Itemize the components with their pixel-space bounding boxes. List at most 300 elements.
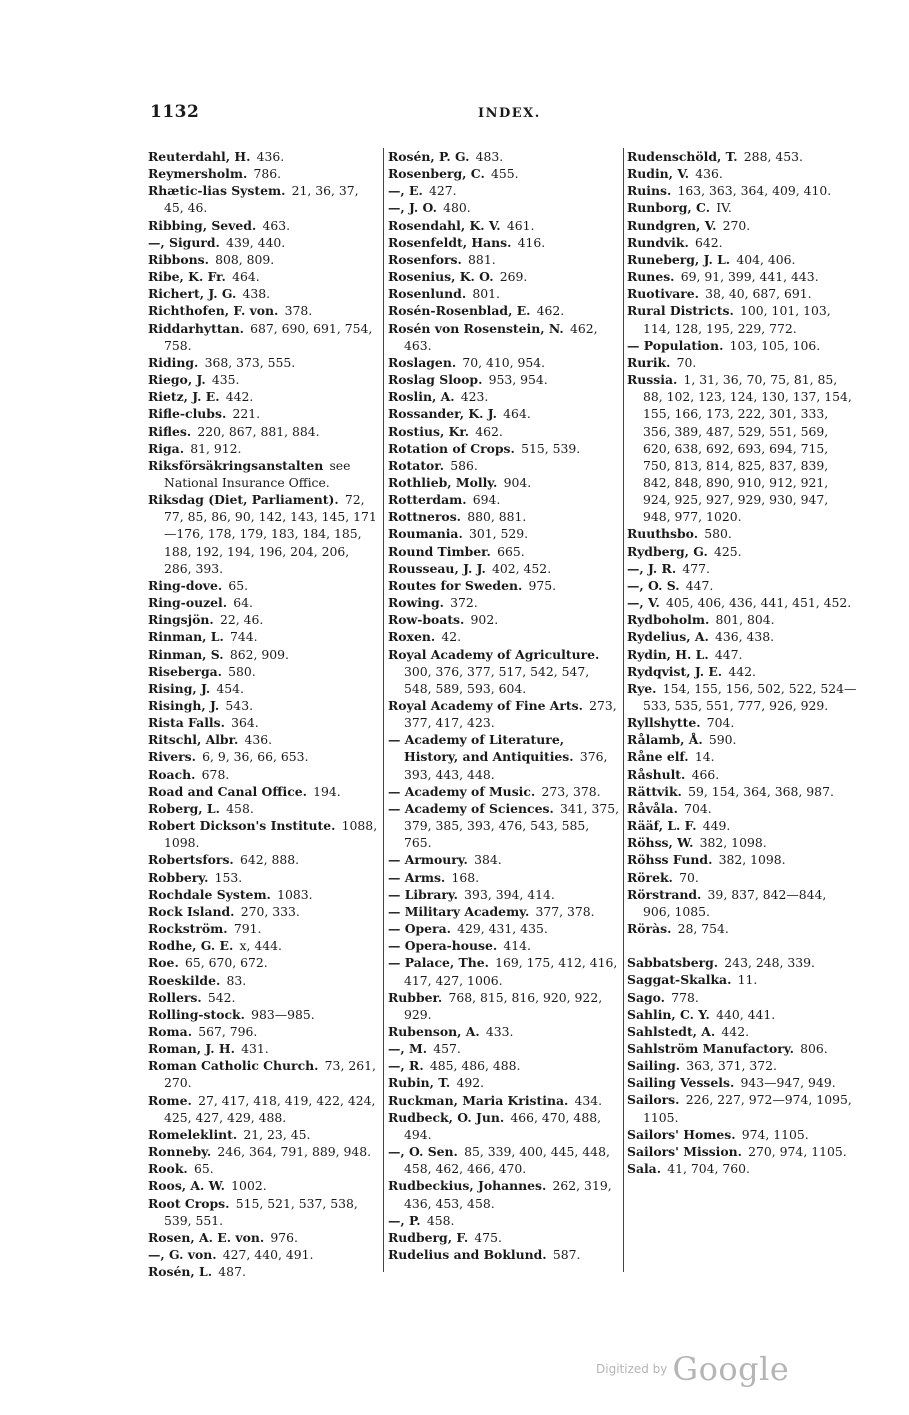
index-page-refs: 475. — [474, 1229, 502, 1245]
index-entry — [148, 1092, 378, 1126]
index-page-refs: 447. — [714, 646, 743, 662]
index-entry — [388, 148, 620, 165]
index-page-refs: 580. — [704, 526, 732, 542]
index-entry — [388, 800, 620, 851]
index-page-refs: 6, 9, 36, 66, 653. — [202, 749, 309, 765]
index-entry — [388, 508, 620, 525]
index-entry — [627, 560, 857, 577]
index-heading: Rubin, T. — [388, 1075, 451, 1091]
index-entry — [148, 937, 378, 954]
index-page-refs: 808, 809. — [215, 251, 275, 267]
index-heading: Ruins. — [627, 183, 672, 199]
index-heading: Routes for Sweden. — [388, 577, 523, 593]
index-page-refs: 466, 470, 488, 494. — [404, 1109, 602, 1142]
index-entry — [148, 972, 378, 989]
index-entry — [148, 217, 378, 234]
index-page-refs: 458. — [226, 800, 254, 816]
index-heading: Reuterdahl, H. — [148, 149, 251, 164]
index-entry — [148, 851, 378, 868]
index-heading: Rosén-Rosenblad, E. — [388, 303, 531, 319]
index-entry — [148, 577, 378, 594]
index-page-refs: 402, 452. — [492, 560, 552, 576]
index-page-refs: 436. — [256, 149, 285, 164]
index-heading: Råne elf. — [627, 749, 689, 765]
index-entry — [388, 543, 620, 560]
index-page-refs: 378. — [284, 303, 313, 319]
index-heading: Rörstrand. — [627, 886, 702, 902]
index-entry — [627, 646, 857, 663]
index-entry — [388, 783, 620, 800]
index-entry — [148, 680, 378, 697]
index-page-refs: 65. — [193, 1161, 214, 1177]
index-page-refs: 801, 804. — [715, 612, 775, 628]
index-page-refs: 480. — [443, 200, 471, 216]
index-entry — [627, 851, 857, 868]
index-entry — [148, 989, 378, 1006]
index-entry — [148, 1229, 378, 1246]
index-heading: Rotator. — [388, 457, 445, 473]
index-page-refs: 72, 77, 85, 86, 90, 142, 143, 145, 171—176, 178, 179, 183, 184, 185, 188, 192, 194, 196, 204, 206, 286, 393. — [164, 492, 377, 576]
index-heading: Rosenberg, C. — [388, 166, 485, 182]
index-heading: Rosenius, K. O. — [388, 269, 494, 285]
index-page-refs: 384. — [474, 852, 502, 868]
index-heading: Rook. — [148, 1161, 188, 1177]
index-entry — [627, 748, 857, 765]
index-page-refs: 64. — [233, 595, 253, 611]
index-heading: — Population. — [627, 337, 724, 353]
index-entry — [388, 199, 620, 216]
index-entry — [148, 1246, 378, 1263]
index-heading: Roeskilde. — [148, 972, 221, 988]
index-heading: Roslagen. — [388, 354, 457, 370]
index-entry — [388, 1057, 620, 1074]
index-entry — [148, 748, 378, 765]
index-entry — [148, 903, 378, 920]
index-entry — [388, 165, 620, 182]
index-heading: — Academy of Sciences. — [388, 800, 554, 816]
index-page-refs: 580. — [228, 663, 256, 679]
index-heading: Rudin, V. — [627, 166, 690, 182]
index-heading: Sahlstedt, A. — [627, 1023, 716, 1039]
index-page-refs: 455. — [490, 166, 519, 182]
index-entry — [388, 1229, 620, 1246]
index-entry — [388, 440, 620, 457]
index-entry — [148, 388, 378, 405]
index-heading: Ring-ouzel. — [148, 595, 228, 611]
index-heading: Rydberg, G. — [627, 543, 708, 559]
index-page-refs: 414. — [503, 938, 531, 954]
index-page-refs: 786. — [253, 166, 282, 182]
index-heading: Ryllshyttе. — [627, 715, 701, 731]
index-page-refs: 194. — [313, 783, 341, 799]
index-heading: Runeberg, J. L. — [627, 251, 731, 267]
index-entry — [388, 903, 620, 920]
index-entry — [388, 937, 620, 954]
index-heading: Riksdag (Diet, Parliament). — [148, 492, 339, 508]
index-entry — [388, 1246, 620, 1263]
index-heading: Saggat-Skalka. — [627, 972, 732, 988]
index-page-refs: IV. — [716, 200, 732, 216]
index-page-refs: 436. — [695, 166, 723, 182]
index-heading: Rääf, L. F. — [627, 818, 697, 834]
index-page-refs: 464. — [503, 406, 531, 422]
index-heading: Riego, J. — [148, 372, 206, 388]
index-page-refs: 1, 31, 36, 70, 75, 81, 85, 88, 102, 123, 124, 130, 137, 154, 155, 166, 173, 222, 301, 333, 356, 389, 487, 529, 551, 569, 620, 638, 692, 693, 694, 715, 750, 813, 814, 825, 837, 839, 842, 848, 890, 910, 912, 921, 924, 925, 927, 929, 930, 947, 948, 977, 1020. — [643, 372, 852, 525]
index-page-refs: 586. — [450, 457, 478, 473]
index-entry — [148, 354, 378, 371]
index-page-refs: see National Insurance Office. — [164, 457, 351, 490]
index-page-refs: 103, 105, 106. — [729, 337, 821, 353]
index-entry — [388, 1092, 620, 1109]
index-page-refs: 27, 417, 418, 419, 422, 424, 425, 427, 429, 488. — [164, 1092, 376, 1125]
index-page-refs: 880, 881. — [467, 509, 527, 525]
index-page-refs: 427, 440, 491. — [222, 1247, 314, 1262]
index-page-refs: 943—947, 949. — [740, 1075, 836, 1091]
index-heading: —, J. R. — [627, 560, 677, 576]
index-heading: Ronneby. — [148, 1144, 212, 1160]
index-entry — [148, 1006, 378, 1023]
index-entry — [627, 525, 857, 542]
index-page-refs: 462. — [475, 423, 503, 439]
index-page-refs: 243, 248, 339. — [724, 955, 815, 971]
index-entry — [148, 1263, 378, 1280]
index-heading: —, G. von. — [148, 1247, 217, 1262]
index-page-refs: 904. — [503, 474, 532, 490]
index-entry — [148, 920, 378, 937]
index-entry — [148, 1143, 378, 1160]
index-heading: Råshult. — [627, 766, 686, 782]
index-page-refs: 81, 912. — [190, 440, 242, 456]
index-entry — [148, 457, 378, 491]
index-page-refs: 974, 1105. — [741, 1126, 809, 1142]
index-page-refs: 492. — [456, 1075, 485, 1091]
index-entry — [627, 834, 857, 851]
index-heading: Roman Catholic Church. — [148, 1058, 319, 1074]
index-heading: Roslag Sloop. — [388, 372, 483, 388]
index-heading: Rinman, S. — [148, 646, 224, 662]
index-page-refs: 273, 378. — [541, 783, 601, 799]
index-page-refs: 364. — [231, 715, 259, 731]
index-heading: Riding. — [148, 354, 199, 370]
index-page-refs: 642, 888. — [239, 852, 300, 868]
index-entry — [388, 525, 620, 542]
index-entry — [148, 594, 378, 611]
index-heading: Rowing. — [388, 595, 444, 611]
index-page-refs: 704. — [706, 715, 735, 731]
index-entry — [388, 989, 620, 1023]
index-page-refs: 377, 378. — [535, 903, 595, 919]
index-entry — [148, 783, 378, 800]
index-page-refs: 425. — [713, 543, 742, 559]
digitized-by-google-watermark — [596, 1350, 789, 1388]
index-entry — [627, 869, 857, 886]
index-heading: Sailors' Mission. — [627, 1143, 742, 1159]
index-heading: Ruuthsbo. — [627, 526, 699, 542]
index-page-refs: 438. — [242, 286, 271, 302]
index-heading: Royal Academy of Fine Arts. — [388, 698, 583, 713]
index-heading: Rydqvist, J. E. — [627, 663, 723, 679]
index-heading: Ring-dove. — [148, 577, 223, 593]
index-entry — [627, 817, 857, 834]
index-page-refs: 85, 339, 400, 445, 448, 458, 462, 466, 470. — [404, 1144, 610, 1177]
index-entry — [148, 251, 378, 268]
index-page-refs: 38, 40, 687, 691. — [705, 286, 812, 302]
index-entry — [148, 371, 378, 388]
index-entry — [388, 560, 620, 577]
index-entry — [627, 1126, 857, 1143]
index-heading: Riga. — [148, 440, 185, 456]
index-entry — [627, 543, 857, 560]
index-page-refs: 567, 796. — [198, 1023, 258, 1039]
index-heading: Rydin, H. L. — [627, 646, 709, 662]
index-entry — [627, 783, 857, 800]
index-page-refs: 487. — [218, 1264, 246, 1280]
index-entry — [627, 886, 857, 920]
index-entry — [388, 268, 620, 285]
index-heading: — Arms. — [388, 869, 446, 885]
index-page-refs: 221. — [232, 406, 261, 422]
index-heading: Rålamb, Å. — [627, 732, 703, 748]
index-page-refs: 427. — [428, 183, 457, 199]
index-page-refs: 975. — [528, 577, 557, 593]
index-heading: Robertsfors. — [148, 852, 234, 868]
index-heading: Round Timber. — [388, 543, 491, 559]
index-page-refs: 976. — [270, 1229, 298, 1245]
index-heading: Rosén von Rosenstein, N. — [388, 320, 564, 336]
index-heading: Sailing Vessels. — [627, 1075, 735, 1091]
index-page-refs: 447. — [685, 577, 714, 593]
index-entry — [148, 954, 378, 971]
index-heading: Russia. — [627, 372, 678, 388]
index-heading: Rydelius, A. — [627, 629, 709, 645]
index-entry — [388, 697, 620, 731]
index-page-refs: 423. — [460, 389, 489, 405]
index-heading: —, P. — [388, 1212, 421, 1228]
index-entry — [388, 423, 620, 440]
index-entry — [627, 371, 857, 525]
index-heading: Rosenlund. — [388, 286, 467, 302]
index-page-refs: 70. — [676, 354, 697, 370]
index-heading: Riddarhyttan. — [148, 320, 244, 336]
index-entry — [148, 646, 378, 663]
index-entry — [148, 731, 378, 748]
index-heading: Sailors. — [627, 1092, 680, 1108]
index-page-refs: 442. — [728, 663, 756, 679]
index-entry — [627, 954, 857, 971]
running-head: INDEX. — [478, 106, 541, 121]
page-number: 1132 — [150, 102, 200, 122]
index-entry — [627, 611, 857, 628]
index-column-2 — [388, 148, 620, 1263]
index-entry — [388, 371, 620, 388]
index-heading: Sailing. — [627, 1058, 681, 1074]
index-page-refs: 1083. — [277, 886, 313, 902]
index-heading: — Opera. — [388, 921, 451, 937]
index-page-refs: 405, 406, 436, 441, 451, 452. — [665, 595, 852, 611]
index-entry — [388, 851, 620, 868]
index-page-refs: 270. — [722, 217, 751, 233]
index-entry — [148, 1126, 378, 1143]
index-page-refs: 153. — [214, 869, 243, 885]
index-page-refs: 587. — [552, 1247, 581, 1262]
index-entry — [148, 1177, 378, 1194]
index-entry — [627, 1074, 857, 1091]
index-page-refs: 83. — [226, 972, 247, 988]
google-logo: Google — [672, 1350, 790, 1388]
index-heading: Rosenfors. — [388, 251, 462, 267]
index-entry — [148, 302, 378, 319]
index-heading: Ribbing, Seved. — [148, 217, 257, 233]
index-entry — [388, 182, 620, 199]
index-heading: —, E. — [388, 183, 423, 199]
index-page-refs: 14. — [694, 749, 715, 765]
index-heading: Rock Island. — [148, 903, 235, 919]
index-entry — [388, 886, 620, 903]
index-page-refs: 461. — [506, 217, 535, 233]
index-heading: Röhss, W. — [627, 835, 694, 851]
index-heading: Rottneros. — [388, 509, 461, 525]
index-heading: Rudbeckius, Johannes. — [388, 1178, 547, 1194]
index-entry — [388, 1143, 620, 1177]
index-entry — [627, 268, 857, 285]
index-heading: Rhætic-lias System. — [148, 183, 286, 199]
index-heading: Roe. — [148, 955, 179, 971]
index-heading: Rosén, L. — [148, 1264, 213, 1280]
index-page-refs: 801. — [472, 286, 500, 302]
index-page-refs: 862, 909. — [229, 646, 289, 662]
index-heading: Row-boats. — [388, 612, 465, 628]
index-entry — [388, 217, 620, 234]
index-heading: Roos, A. W. — [148, 1178, 225, 1194]
index-heading: Rinman, L. — [148, 629, 224, 645]
index-page-refs: 778. — [671, 989, 699, 1005]
index-heading: Rome. — [148, 1092, 192, 1108]
index-entry — [148, 268, 378, 285]
index-page-refs: 458. — [426, 1212, 455, 1228]
index-page-refs: 434. — [574, 1092, 603, 1108]
index-page-refs: 436, 438. — [714, 629, 775, 645]
index-page-refs: 694. — [472, 492, 501, 508]
index-heading: Rosenfeldt, Hans. — [388, 234, 512, 250]
index-page-refs: 368, 373, 555. — [204, 354, 296, 370]
index-heading: Sahlström Manufactory. — [627, 1040, 794, 1056]
index-page-refs: 382, 1098. — [699, 835, 767, 851]
index-heading: —, O. Sen. — [388, 1144, 458, 1160]
index-heading: Sabbatsberg. — [627, 955, 719, 971]
index-entry — [388, 954, 620, 988]
index-entry — [148, 234, 378, 251]
index-heading: Richthofen, F. von. — [148, 303, 279, 319]
index-page-refs: 363, 371, 372. — [686, 1058, 777, 1074]
index-entry — [627, 800, 857, 817]
index-entry — [388, 285, 620, 302]
index-entry — [627, 971, 857, 988]
index-heading: Richert, J. G. — [148, 286, 237, 302]
index-page-refs: 429, 431, 435. — [457, 921, 548, 937]
index-entry — [627, 1057, 857, 1074]
index-heading: Rubenson, A. — [388, 1023, 480, 1039]
index-entry — [148, 405, 378, 422]
index-entry — [388, 594, 620, 611]
index-heading: Roxen. — [388, 629, 436, 645]
index-heading: Rättvik. — [627, 783, 682, 799]
index-entry — [388, 388, 620, 405]
index-entry — [627, 1143, 857, 1160]
index-page-refs: 100, 101, 103, 114, 128, 195, 229, 772. — [643, 303, 831, 336]
index-page-refs: 42. — [441, 629, 462, 645]
index-heading: Sala. — [627, 1161, 662, 1177]
index-entry — [388, 354, 620, 371]
index-entry — [627, 989, 857, 1006]
index-page-refs: 483. — [475, 149, 504, 164]
index-entry — [627, 920, 857, 937]
index-page-refs: 65. — [228, 577, 249, 593]
index-entry — [148, 491, 378, 577]
index-heading: Rifles. — [148, 423, 192, 439]
index-page-refs: 376, 393, 443, 448. — [404, 749, 608, 782]
index-page-refs: 440, 441. — [716, 1006, 776, 1022]
index-heading: Royal Academy of Agriculture. — [388, 646, 600, 662]
index-entry — [627, 337, 857, 354]
index-entry — [148, 440, 378, 457]
index-heading: Rosen, A. E. von. — [148, 1229, 265, 1245]
index-page-refs: 515, 521, 537, 538, 539, 551. — [164, 1195, 358, 1228]
column-divider — [623, 148, 624, 1272]
index-page-refs: 687, 690, 691, 754, 758. — [164, 320, 373, 353]
index-page-refs: 28, 754. — [677, 921, 729, 937]
index-heading: Root Crops. — [148, 1195, 230, 1211]
index-page-refs: 791. — [233, 921, 262, 937]
index-page-refs: 73, 261, 270. — [164, 1058, 376, 1091]
index-heading: Rossander, K. J. — [388, 406, 497, 422]
index-page-refs: 466. — [691, 766, 720, 782]
index-entry — [627, 1006, 857, 1023]
index-page-refs: 382, 1098. — [718, 852, 786, 868]
index-page-refs: 41, 704, 760. — [667, 1161, 750, 1177]
index-entry — [388, 1177, 620, 1211]
index-entry — [627, 628, 857, 645]
index-page-refs: 462. — [536, 303, 565, 319]
index-page-refs: 163, 363, 364, 409, 410. — [677, 183, 832, 199]
index-heading: Röhss Fund. — [627, 852, 713, 868]
index-heading: Rista Falls. — [148, 715, 225, 731]
index-entry — [627, 1091, 857, 1125]
index-heading: Roma. — [148, 1023, 193, 1039]
index-page-refs: 404, 406. — [736, 251, 796, 267]
index-entry — [148, 714, 378, 731]
index-entry — [388, 302, 620, 319]
index-page-refs: 69, 91, 399, 441, 443. — [680, 269, 819, 285]
index-page-refs: 1088, 1098. — [164, 818, 378, 851]
index-heading: Rousseau, J. J. — [388, 560, 486, 576]
index-heading: Rudberg, F. — [388, 1229, 469, 1245]
index-entry — [627, 1040, 857, 1057]
index-heading: Rörek. — [627, 869, 673, 885]
index-heading: Ribbons. — [148, 251, 209, 267]
index-page-refs: 273, 377, 417, 423. — [404, 698, 617, 731]
index-page-refs: x, 444. — [239, 938, 282, 954]
index-entry — [388, 731, 620, 782]
index-entry — [627, 714, 857, 731]
index-page-refs: 270, 974, 1105. — [748, 1143, 847, 1159]
index-heading: —, J. O. — [388, 200, 437, 216]
index-page-refs: 439, 440. — [226, 234, 286, 250]
index-heading: Rydboholm. — [627, 612, 710, 628]
index-heading: Rudelius and Boklund. — [388, 1247, 547, 1262]
index-page-refs: 442. — [721, 1023, 750, 1039]
index-heading: Rotterdam. — [388, 492, 467, 508]
index-page-refs: 262, 319, 436, 453, 458. — [404, 1178, 612, 1211]
